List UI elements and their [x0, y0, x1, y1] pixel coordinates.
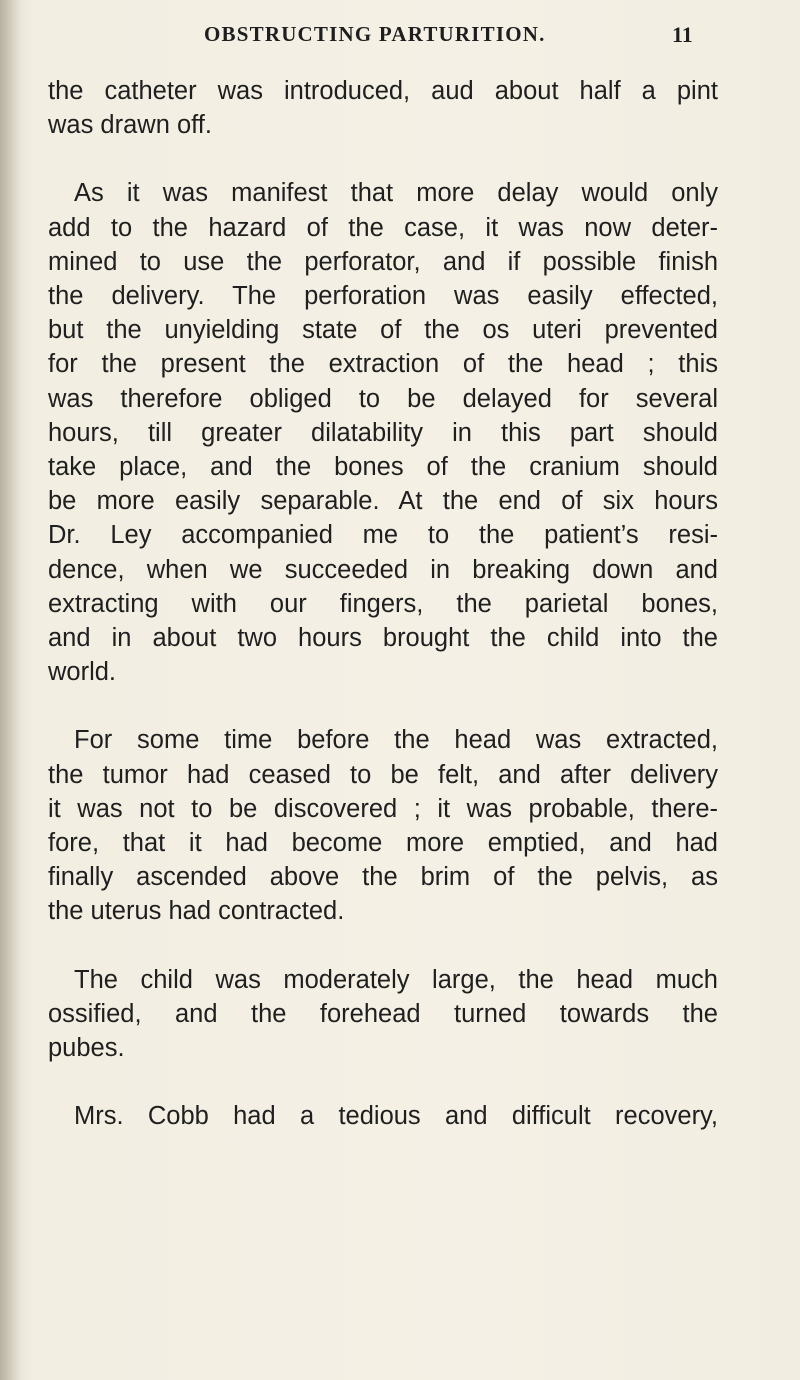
- paragraph: [48, 723, 718, 928]
- body-text: [48, 74, 718, 1167]
- text-line: ossified, and the forehead turned towards the: [48, 999, 718, 1028]
- text-line: world.: [48, 658, 117, 687]
- text-line: the catheter was introduced, aud about half a pint: [48, 77, 718, 105]
- page-number: 11: [672, 22, 693, 47]
- text-line: for the present the extraction of the head ; this: [48, 350, 718, 379]
- text-line: but the unyielding state of the os uteri prevented: [48, 316, 718, 345]
- text-line: and in about two hours brought the child into the: [48, 624, 718, 653]
- paragraph: [48, 74, 718, 142]
- text-line: mined to use the perforator, and if possible finish: [48, 247, 718, 276]
- text-line: The child was moderately large, the head much: [74, 965, 718, 994]
- text-line: Mrs. Cobb had a tedious and difficult recovery,: [74, 1102, 718, 1131]
- text-line: the uterus had contracted.: [48, 897, 345, 926]
- text-line: finally ascended above the brim of the pelvis, as: [48, 863, 718, 892]
- running-head: [0, 22, 800, 58]
- text-line: add to the hazard of the case, it was now deter-: [48, 213, 718, 242]
- text-line: extracting with our fingers, the parietal bones,: [48, 589, 718, 618]
- text-line: dence, when we succeeded in breaking down and: [48, 555, 718, 584]
- text-line: the tumor had ceased to be felt, and after delivery: [48, 760, 718, 789]
- text-line: it was not to be discovered ; it was probable, there-: [48, 794, 718, 823]
- text-line: was drawn off.: [48, 111, 212, 140]
- text-line: fore, that it had become more emptied, and had: [48, 829, 718, 858]
- paragraph: [48, 176, 718, 689]
- text-line: take place, and the bones of the cranium should: [48, 453, 718, 482]
- text-line: Dr. Ley accompanied me to the patient’s resi-: [48, 521, 718, 550]
- text-line: was therefore obliged to be delayed for several: [48, 384, 718, 413]
- text-line: For some time before the head was extracted,: [74, 726, 718, 755]
- paragraph: [48, 963, 718, 1066]
- paragraph: [48, 1099, 718, 1133]
- running-head-title: OBSTRUCTING PARTURITION.: [204, 22, 546, 46]
- text-line: pubes.: [48, 1034, 125, 1063]
- text-line: As it was manifest that more delay would only: [74, 179, 718, 208]
- text-line: the delivery. The perforation was easily effected,: [48, 282, 718, 311]
- page-edge-shadow: [0, 0, 22, 1380]
- text-line: hours, till greater dilatability in this part should: [48, 418, 718, 447]
- text-line: be more easily separable. At the end of six hours: [48, 487, 718, 516]
